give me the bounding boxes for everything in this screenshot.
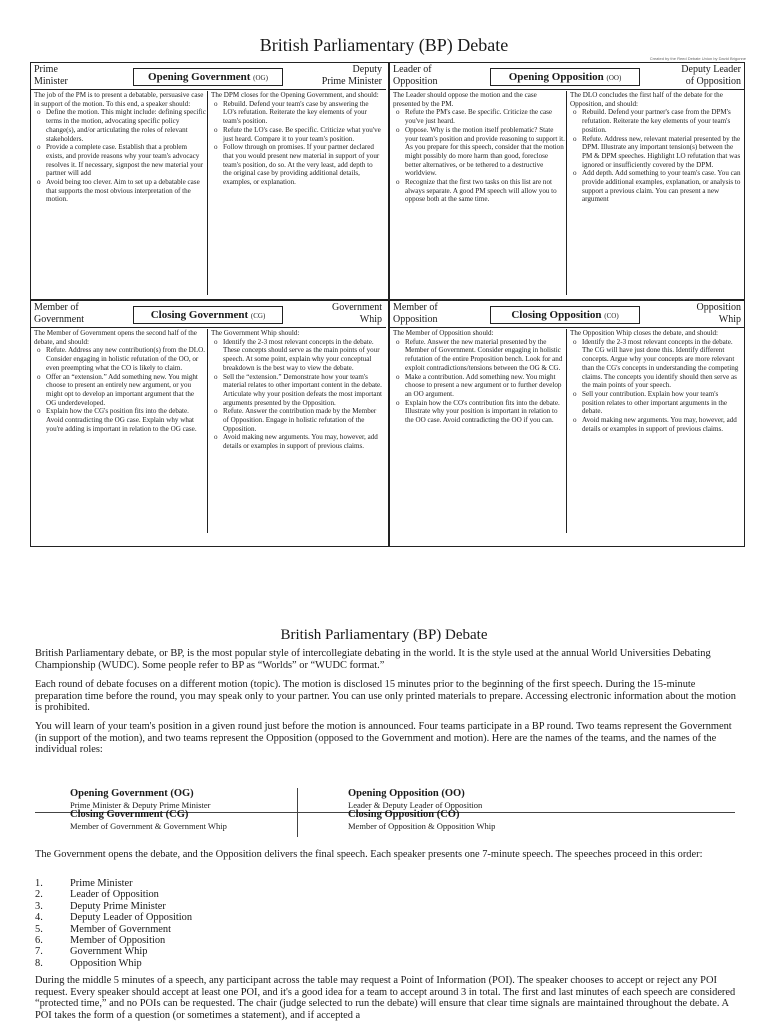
team-name: Opening Opposition bbox=[508, 71, 604, 83]
team-roles: Leader & Deputy Leader of Opposition bbox=[348, 800, 483, 810]
list-item: o Refute. Answer the new material presented by the Member of Government. Consider engaging in holistic refutation of the entire Proposition bench. Look for and exploit contradictions/tensions between the OG & CG. bbox=[393, 338, 565, 373]
column-divider bbox=[207, 91, 208, 295]
team-box-og bbox=[133, 68, 283, 86]
dpm-intro: The DPM closes for the Opening Government, and should: bbox=[211, 91, 379, 99]
role-member-of-opposition: Member of Opposition bbox=[393, 302, 438, 325]
team-title: Opening Opposition (OO) bbox=[348, 788, 465, 799]
list-item bbox=[35, 912, 192, 923]
quadrant-header bbox=[390, 63, 745, 90]
team-cell-cg bbox=[70, 809, 227, 831]
quadrant-header bbox=[31, 301, 386, 328]
list-item: o Identify the 2-3 most relevant concepts in the debate. These concepts should serve as the main points of your speech. At some point, explain why your conceptual breakdown is the best way to view the debate. bbox=[211, 338, 383, 373]
speaker-name: Opposition Whip bbox=[70, 957, 142, 969]
paragraph: The Government opens the debate, and the Opposition delivers the final speech. Each speaker presents one 7-minute speech. The speeches proceed in this order: bbox=[35, 849, 703, 860]
team-abbr: (OG) bbox=[253, 74, 268, 82]
speaker-name: Deputy Prime Minister bbox=[70, 900, 166, 912]
role-deputy-leader-of-opposition: Deputy Leader of Opposition bbox=[681, 64, 741, 87]
list-number: 7. bbox=[35, 946, 43, 958]
list-item: o Avoid making new arguments. You may, however, add details or examples in support of previous claims. bbox=[211, 433, 383, 450]
list-item: o Make a contribution. Add something new. You might choose to present a new argument or to further develop an OO argument. bbox=[393, 373, 565, 399]
team-abbr: (CO) bbox=[604, 312, 619, 320]
team-roles: Member of Opposition & Opposition Whip bbox=[348, 821, 496, 831]
speaker-name: Government Whip bbox=[70, 946, 148, 958]
role-government-whip: Government Whip bbox=[332, 302, 382, 325]
list-item: o Refute the LO's case. Be specific. Criticize what you've just heard. Compare it to your team's position. bbox=[211, 126, 383, 143]
ow-intro: The Opposition Whip closes the debate, and should: bbox=[570, 329, 719, 337]
paragraph: During the middle 5 minutes of a speech, any participant across the table may request a Point of Information (POI). The speaker chooses to accept or reject any POI request. Every speaker should accept at least one POI, and it's a good idea for a team to accept around 3 in total. The first and last minutes of each speech are considered “protected time,” and no POIs can be requested. The chair (judge selected to run the debate) will ensure that clear time signals are maintained throughout the debate. A POI takes the form of a question (or sometimes a statement), and if accepted a bbox=[35, 975, 736, 1021]
mg-duties bbox=[34, 329, 206, 433]
paragraph: British Parliamentary debate, or BP, is the most popular style of intercollegiate debating in the world. It is the style used at the annual World Universities Debating Championship (WUDC). Some people refer to BP as “Worlds” or “WUDC format.” bbox=[35, 648, 711, 671]
list-item bbox=[35, 901, 192, 912]
list-item bbox=[35, 946, 192, 957]
speaker-name: Prime Minister bbox=[70, 878, 133, 889]
dlo-duties bbox=[570, 91, 742, 204]
list-item: o Offer an “extension.” Add something new. You might choose to present an entirely new argument, or you might opt to develop an important argument that the OG underdeveloped. bbox=[34, 373, 206, 408]
list-item bbox=[35, 935, 192, 946]
list-item: o Refute. Address any new contribution(s) from the DLO. Consider engaging in holistic refutation of the OO, or even preempting what the CO is likely to claim. bbox=[34, 346, 206, 372]
credit-line: Created by the Reed Debate Union by David Brigonne bbox=[649, 56, 746, 61]
speaker-name: Deputy Leader of Opposition bbox=[70, 912, 193, 924]
speech-order-list bbox=[35, 878, 192, 969]
list-number: 5. bbox=[35, 923, 43, 935]
paragraph: You will learn of your team's position in a given round just before the motion is announced. Four teams participate in a BP round. Two teams represent the Government (in support of the motion), and two teams represent the Opposition (opposed to the Government and motion). Here are the names of the teams, and the names of the individual roles: bbox=[35, 721, 732, 756]
role-deputy-prime-minister: Deputy Prime Minister bbox=[321, 64, 382, 87]
list-item: o Rebuild. Defend your partner's case from the DPM's refutation. Reiterate the key elements of your team's position. bbox=[570, 108, 742, 134]
speaker-name: Member of Government bbox=[70, 923, 171, 935]
lo-intro: The Leader should oppose the motion and the case presented by the PM. bbox=[393, 91, 537, 108]
pm-duties bbox=[34, 91, 206, 204]
list-item: o Sell the “extension.” Demonstrate how your team's material relates to other important content in the debate. Articulate why your position defeats the most important arguments presented by the Opposition. bbox=[211, 373, 383, 408]
list-item: o Explain how the CO's contribution fits into the debate. Illustrate why your position is important in relation to the OO case. Avoid contradicting the OO if you can. bbox=[393, 399, 565, 425]
column-divider bbox=[566, 329, 567, 533]
quadrant-opening-opposition bbox=[390, 63, 745, 299]
list-item bbox=[35, 924, 192, 935]
list-item: o Identify the 2-3 most relevant concepts in the debate. The CG will have just done this. Identify different concepts. Argue why your concepts are more relevant than the CG's concepts in understanding the competing claims. The concepts you identify should then serve as the main points of your speech. bbox=[570, 338, 742, 390]
list-item: o Refute. Address new, relevant material presented by the DPM. Illustrate any important tension(s) between the PM & DPM speeches. Highlight LO refutation that was ignored or insufficiently covered by the DPM. bbox=[570, 135, 742, 170]
quadrant-header bbox=[31, 63, 386, 90]
list-item: o Provide a complete case. Establish that a problem exists, and provide reasons why your team's advocacy resolves it. If necessary, signpost the new material your partner will add bbox=[34, 143, 206, 178]
ow-duties bbox=[570, 329, 742, 433]
team-cell-og bbox=[70, 788, 210, 810]
dpm-duties bbox=[211, 91, 383, 187]
mo-duties bbox=[393, 329, 565, 425]
list-number: 8. bbox=[35, 957, 43, 969]
list-item: o Refute. Answer the contribution made by the Member of Opposition. Engage in holistic refutation of the Opposition. bbox=[211, 407, 383, 433]
speaker-name: Leader of Opposition bbox=[70, 889, 159, 901]
gw-intro: The Government Whip should: bbox=[211, 329, 300, 337]
quadrant-closing-opposition bbox=[390, 301, 745, 546]
list-item: o Avoid being too clever. Aim to set up a debatable case that supports the most obvious interpretation of the motion. bbox=[34, 178, 206, 204]
team-box-oo bbox=[490, 68, 640, 86]
mg-intro: The Member of Government opens the second half of the debate, and should: bbox=[34, 329, 197, 346]
quadrant-opening-government bbox=[31, 63, 386, 299]
list-item: o Rebuild. Defend your team's case by answering the LO's refutation. Reiterate the key elements of your team's position. bbox=[211, 100, 383, 126]
list-item bbox=[35, 958, 192, 969]
list-item: o Define the motion. This might include: defining specific terms in the motion, advocating specific policy change(s), and/or articulating the roles of relevant stakeholders. bbox=[34, 108, 206, 143]
team-abbr: (OO) bbox=[606, 74, 622, 82]
list-item: o Follow through on promises. If your partner declared that you would present new material in support of your team's position, do so. At the very least, add depth to the original case by providing additional details, examples, or explanation. bbox=[211, 143, 383, 187]
team-roles: Prime Minister & Deputy Prime Minister bbox=[70, 800, 211, 810]
list-number: 3. bbox=[35, 900, 43, 912]
team-title: Opening Government (OG) bbox=[70, 788, 194, 799]
list-item: o Sell your contribution. Explain how your team's position relates to other important arguments in the debate. bbox=[570, 390, 742, 416]
dlo-intro: The DLO concludes the first half of the debate for the Opposition, and should: bbox=[570, 91, 723, 108]
team-name: Closing Government bbox=[150, 309, 249, 321]
quadrant-closing-government bbox=[31, 301, 386, 546]
quadrant-header bbox=[390, 301, 745, 328]
list-number: 1. bbox=[35, 878, 43, 889]
column-divider bbox=[566, 91, 567, 295]
list-number: 6. bbox=[35, 935, 43, 947]
teams-table bbox=[35, 788, 735, 838]
team-title: Closing Government (CG) bbox=[70, 809, 189, 820]
column-divider bbox=[207, 329, 208, 533]
team-box-cg bbox=[133, 306, 283, 324]
role-opposition-whip: Opposition Whip bbox=[696, 302, 741, 325]
list-number: 2. bbox=[35, 889, 43, 901]
list-item bbox=[35, 889, 192, 900]
team-name: Opening Government bbox=[148, 71, 251, 83]
top-title: British Parliamentary (BP) Debate bbox=[259, 35, 509, 55]
gw-duties bbox=[211, 329, 383, 451]
section-title: British Parliamentary (BP) Debate bbox=[280, 627, 488, 643]
list-item: o Refute the PM's case. Be specific. Criticize the case you've just heard. bbox=[393, 108, 565, 125]
list-item: o Oppose. Why is the motion itself problematic? State your team's position and provide reasoning to support it. As you prepare for this speech, consider that the motion might possibly do more harm than good, foreclose better alternatives, or be tethered to a destructive worldview. bbox=[393, 126, 565, 178]
team-cell-co bbox=[348, 809, 495, 831]
paragraph: Each round of debate focuses on a different motion (topic). The motion is disclosed 15 minutes prior to the beginning of the first speech. During the 15-minute preparation time before the round, you may speak only to your partner. You can use only printed materials to prepare. Accessing electronic information about the motion is prohibited. bbox=[35, 679, 736, 714]
role-prime-minister: Prime Minister bbox=[34, 64, 68, 87]
pm-intro: The job of the PM is to present a debatable, persuasive case in support of the motion. To this end, a speaker should: bbox=[34, 91, 204, 108]
list-item bbox=[35, 878, 192, 889]
mo-intro: The Member of Opposition should: bbox=[393, 329, 494, 337]
roles-grid bbox=[30, 62, 745, 547]
team-cell-oo bbox=[348, 788, 482, 810]
list-item: o Add depth. Add something to your team's case. You can provide additional examples, explanation, or analysis to support a previous claim. You can present a new argument bbox=[570, 169, 742, 204]
role-member-of-government: Member of Government bbox=[34, 302, 84, 325]
team-title: Closing Opposition (CO) bbox=[348, 809, 460, 820]
speaker-name: Member of Opposition bbox=[70, 935, 166, 947]
team-name: Closing Opposition bbox=[511, 309, 602, 321]
list-item: o Explain how the CG's position fits into the debate. Avoid contradicting the OG case. Explain why what you're adding is important in relation to the OG case. bbox=[34, 407, 206, 433]
list-item: o Avoid making new arguments. You may, however, add details or examples in support of previous claims. bbox=[570, 416, 742, 433]
team-abbr: (CG) bbox=[250, 312, 266, 320]
lo-duties bbox=[393, 91, 565, 204]
team-box-co bbox=[490, 306, 640, 324]
team-roles: Member of Government & Government Whip bbox=[70, 821, 227, 831]
role-leader-of-opposition: Leader of Opposition bbox=[393, 64, 438, 87]
list-item: o Recognize that the first two tasks on this list are not always separate. A good PM speech will allow you to oppose both at the same time. bbox=[393, 178, 565, 204]
list-number: 4. bbox=[35, 912, 43, 924]
